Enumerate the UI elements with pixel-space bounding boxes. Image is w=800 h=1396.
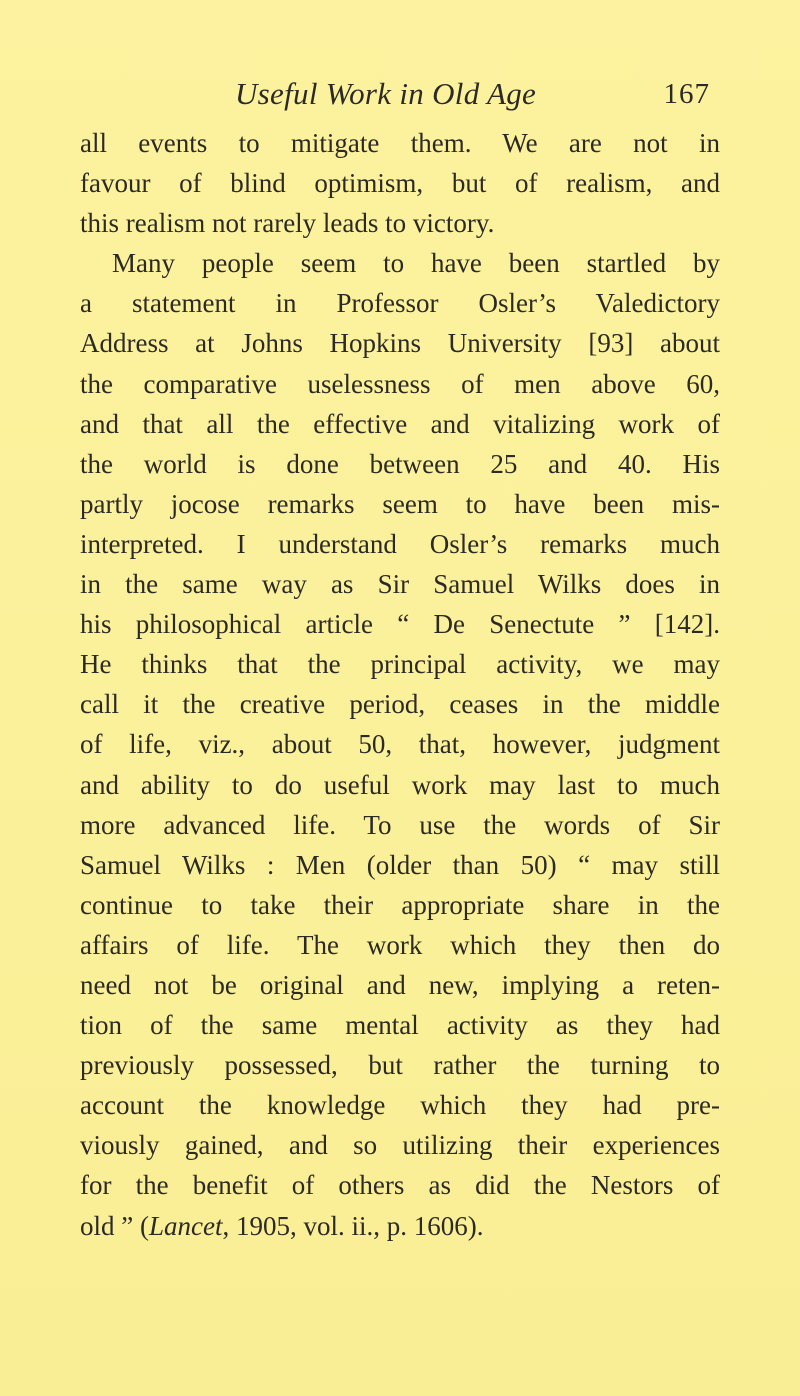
text-line: Samuel Wilks : Men (older than 50) “ may still: [80, 849, 720, 880]
text-line: of life, viz., about 50, that, however, judgment: [80, 729, 720, 760]
text-line: partly jocose remarks seem to have been mis-: [80, 488, 720, 519]
text-line: the world is done between 25 and 40. His: [80, 448, 720, 479]
text-line: and ability to do useful work may last to much: [80, 769, 720, 800]
citation-text: old ” (: [80, 1210, 149, 1241]
text-line: need not be original and new, implying a reten-: [80, 969, 720, 1000]
text-line: this realism not rarely leads to victory.: [80, 208, 495, 239]
text-line: more advanced life. To use the words of Sir: [80, 809, 720, 840]
journal-title: Lancet: [148, 1210, 223, 1241]
text-line: He thinks that the principal activity, we may: [80, 649, 720, 680]
text-line: continue to take their appropriate share in the: [80, 889, 720, 920]
text-line: his philosophical article “ De Senectute ” [142].: [80, 609, 720, 640]
body-text: [80, 123, 720, 1246]
text-line: favour of blind optimism, but of realism, and: [80, 168, 720, 199]
text-line: interpreted. I understand Osler’s remarks much: [80, 528, 720, 559]
running-title: Useful Work in Old Age: [235, 76, 537, 111]
paragraph-start-line: Many people seem to have been startled by: [112, 248, 720, 279]
citation-details: , 1905, vol. ii., p. 1606).: [222, 1210, 484, 1241]
text-line: call it the creative period, ceases in the middle: [80, 689, 720, 720]
text-line: for the benefit of others as did the Nestors of: [80, 1170, 720, 1201]
text-line: affairs of life. The work which they then do: [80, 929, 720, 960]
text-line: and that all the effective and vitalizing work of: [80, 408, 720, 439]
text-line: the comparative uselessness of men above 60,: [80, 368, 720, 399]
text-line: tion of the same mental activity as they had: [80, 1010, 720, 1041]
text-line: viously gained, and so utilizing their experiences: [80, 1130, 720, 1161]
text-line: Address at Johns Hopkins University [93] about: [80, 328, 720, 359]
text-line: in the same way as Sir Samuel Wilks does in: [80, 569, 720, 600]
text-line-final: [80, 1206, 720, 1246]
text-line: all events to mitigate them. We are not in: [80, 128, 720, 158]
text-line: a statement in Professor Osler’s Valedictory: [80, 288, 720, 319]
page-number: 167: [663, 78, 710, 110]
page-header: [80, 74, 720, 114]
text-line: account the knowledge which they had pre-: [80, 1090, 720, 1121]
text-line: previously possessed, but rather the turning to: [80, 1050, 720, 1081]
